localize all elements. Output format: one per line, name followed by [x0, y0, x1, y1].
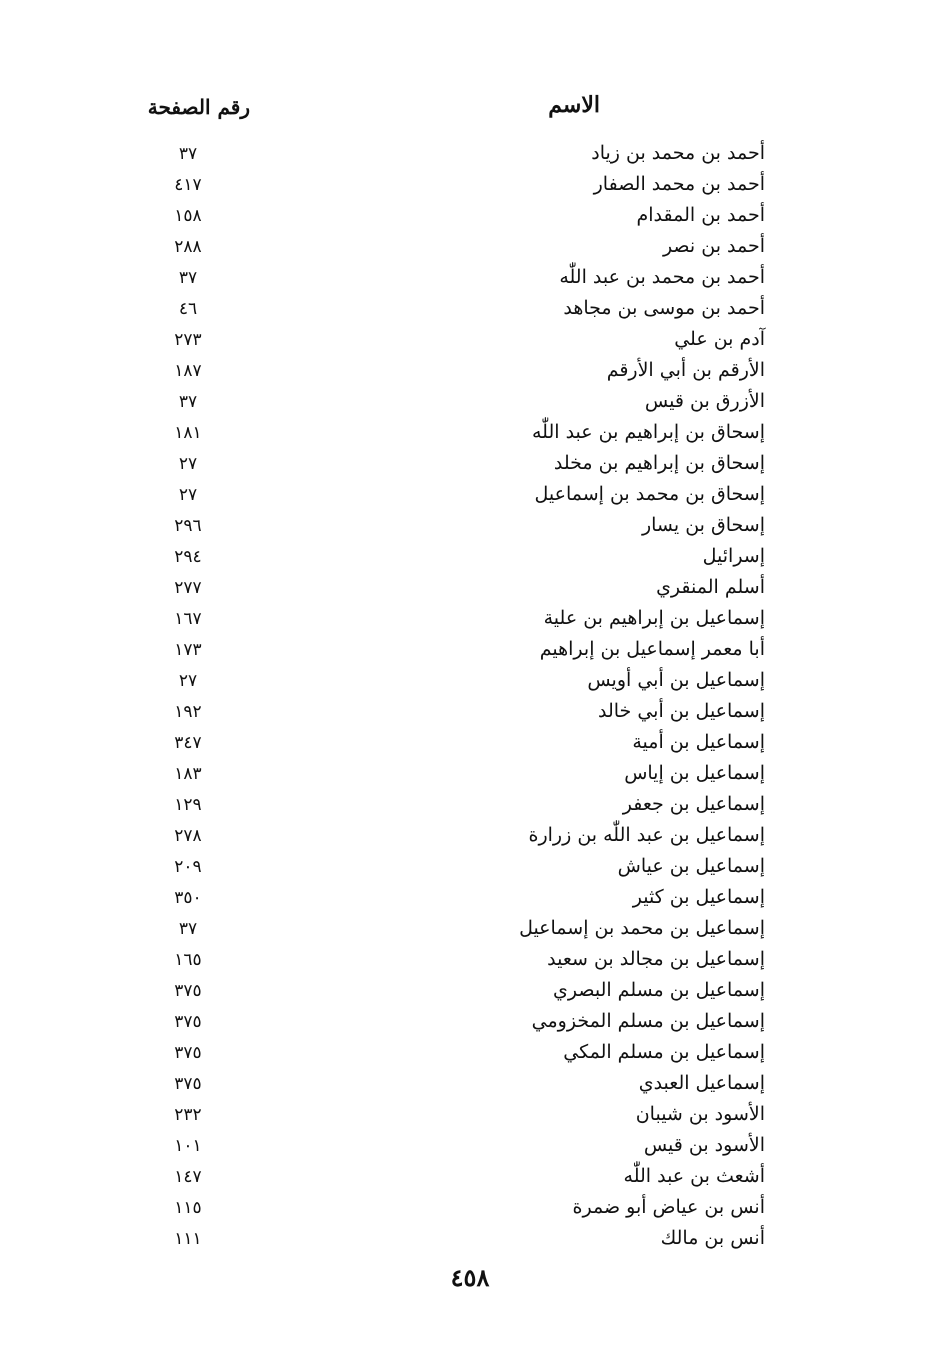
- name-column-header: الاسم: [548, 92, 600, 118]
- index-entry: [0, 1070, 940, 1101]
- entry-name: إسماعيل بن جعفر: [622, 793, 765, 815]
- entry-page-number: ٣٥٠: [174, 888, 202, 908]
- entry-name: أحمد بن نصر: [662, 235, 765, 257]
- entry-name: الأرقم بن أبي الأرقم: [606, 359, 765, 381]
- index-entry: [0, 636, 940, 667]
- entry-name: إسماعيل العبدي: [638, 1072, 765, 1094]
- entry-name: إسحاق بن إبراهيم بن عبد اللّٰه: [531, 421, 765, 443]
- index-entry: [0, 605, 940, 636]
- entry-page-number: ٣٧٥: [174, 1043, 202, 1063]
- index-entry: [0, 574, 940, 605]
- entry-page-number: ٢٧: [178, 485, 198, 505]
- index-entry: [0, 1225, 940, 1256]
- entry-name: إسماعيل بن أبي أويس: [587, 669, 765, 691]
- entry-name: أسلم المنقري: [656, 576, 765, 598]
- entry-page-number: ١٨٣: [174, 764, 202, 784]
- entry-name: إسماعيل بن مجالد بن سعيد: [547, 948, 765, 970]
- entry-name: أشعث بن عبد اللّٰه: [623, 1165, 765, 1187]
- entry-page-number: ١٧٣: [174, 640, 202, 660]
- page-number: ٤٥٨: [450, 1263, 490, 1292]
- index-entry: [0, 667, 940, 698]
- entry-name: إسماعيل بن إبراهيم بن علية: [543, 607, 765, 629]
- entry-name: إسماعيل بن كثير: [632, 886, 765, 908]
- entry-name: آدم بن علي: [674, 328, 765, 350]
- entry-page-number: ٣٧: [178, 919, 198, 939]
- index-entry: [0, 884, 940, 915]
- entry-page-number: ٢٧: [178, 454, 198, 474]
- entry-page-number: ١٨٧: [174, 361, 202, 381]
- entry-page-number: ١١١: [174, 1229, 202, 1249]
- entry-name: إسحاق بن محمد بن إسماعيل: [534, 483, 765, 505]
- entry-page-number: ٢٧: [178, 671, 198, 691]
- index-entry: [0, 388, 940, 419]
- entry-page-number: ٢٩٦: [174, 516, 202, 536]
- index-entry: [0, 450, 940, 481]
- entry-page-number: ٣٧٥: [174, 1074, 202, 1094]
- index-entry: [0, 543, 940, 574]
- entry-name: الأسود بن شيبان: [635, 1103, 765, 1125]
- index-entry: [0, 977, 940, 1008]
- entry-name: إسماعيل بن مسلم البصري: [553, 979, 765, 1001]
- index-entries-list: [0, 140, 940, 1256]
- index-entry: [0, 853, 940, 884]
- index-entry: [0, 233, 940, 264]
- index-entry: [0, 1163, 940, 1194]
- index-entry: [0, 202, 940, 233]
- index-entry: [0, 946, 940, 977]
- entry-name: أنس بن مالك: [660, 1227, 765, 1249]
- entry-name: إسماعيل بن مسلم المخزومي: [531, 1010, 765, 1032]
- entry-page-number: ٢٧٨: [174, 826, 202, 846]
- entry-page-number: ١٤٧: [174, 1167, 202, 1187]
- entry-page-number: ٣٧: [178, 144, 198, 164]
- entry-page-number: ٢٧٣: [174, 330, 202, 350]
- entry-page-number: ٣٧٥: [174, 981, 202, 1001]
- index-entry: [0, 357, 940, 388]
- entry-page-number: ٢٩٤: [174, 547, 202, 567]
- index-entry: [0, 295, 940, 326]
- index-entry: [0, 698, 940, 729]
- entry-page-number: ١٩٢: [174, 702, 202, 722]
- entry-page-number: ١١٥: [174, 1198, 202, 1218]
- entry-page-number: ٤١٧: [174, 175, 202, 195]
- index-entry: [0, 171, 940, 202]
- index-entry: [0, 264, 940, 295]
- entry-name: إسماعيل بن محمد بن إسماعيل: [519, 917, 765, 939]
- index-entry: [0, 1132, 940, 1163]
- entry-page-number: ٢٧٧: [174, 578, 202, 598]
- entry-name: إسحاق بن إبراهيم بن مخلد: [553, 452, 765, 474]
- entry-name: إسماعيل بن عبد اللّٰه بن زرارة: [528, 824, 765, 846]
- entry-page-number: ١٦٥: [174, 950, 202, 970]
- entry-page-number: ٢٠٩: [174, 857, 202, 877]
- entry-name: أنس بن عياض أبو ضمرة: [572, 1196, 765, 1218]
- entry-name: أحمد بن محمد الصفار: [593, 173, 765, 195]
- entry-page-number: ١٢٩: [174, 795, 202, 815]
- index-entry: [0, 512, 940, 543]
- entry-page-number: ٣٧٥: [174, 1012, 202, 1032]
- entry-name: الأزرق بن قيس: [644, 390, 765, 412]
- index-entry: [0, 481, 940, 512]
- entry-name: إسماعيل بن عياش: [617, 855, 765, 877]
- index-entry: [0, 915, 940, 946]
- entry-page-number: ٢٨٨: [174, 237, 202, 257]
- entry-name: أحمد بن محمد بن عبد اللّٰه: [559, 266, 765, 288]
- entry-name: الأسود بن قيس: [643, 1134, 765, 1156]
- entry-name: إسماعيل بن أمية: [632, 731, 765, 753]
- index-entry: [0, 729, 940, 760]
- entry-name: إسحاق بن يسار: [641, 514, 765, 536]
- index-entry: [0, 1101, 940, 1132]
- index-entry: [0, 1194, 940, 1225]
- entry-page-number: ٣٧: [178, 392, 198, 412]
- entry-name: أحمد بن محمد بن زياد: [591, 142, 765, 164]
- index-entry: [0, 419, 940, 450]
- entry-page-number: ٢٣٢: [174, 1105, 202, 1125]
- entry-page-number: ٣٤٧: [174, 733, 202, 753]
- entry-name: إسرائيل: [702, 545, 765, 567]
- index-entry: [0, 1039, 940, 1070]
- entry-page-number: ٤٦: [178, 299, 198, 319]
- index-entry: [0, 791, 940, 822]
- page-column-header: رقم الصفحة: [147, 95, 250, 119]
- entry-page-number: ١٥٨: [174, 206, 202, 226]
- entry-name: أبا معمر إسماعيل بن إبراهيم: [539, 638, 765, 660]
- index-entry: [0, 760, 940, 791]
- entry-name: إسماعيل بن مسلم المكي: [563, 1041, 765, 1063]
- entry-page-number: ١٠١: [174, 1136, 202, 1156]
- index-entry: [0, 326, 940, 357]
- entry-page-number: ١٦٧: [174, 609, 202, 629]
- index-entry: [0, 822, 940, 853]
- entry-name: إسماعيل بن أبي خالد: [597, 700, 765, 722]
- index-entry: [0, 140, 940, 171]
- index-entry: [0, 1008, 940, 1039]
- entry-page-number: ٣٧: [178, 268, 198, 288]
- entry-name: أحمد بن المقدام: [636, 204, 765, 226]
- entry-page-number: ١٨١: [174, 423, 202, 443]
- entry-name: إسماعيل بن إياس: [624, 762, 765, 784]
- entry-name: أحمد بن موسى بن مجاهد: [563, 297, 765, 319]
